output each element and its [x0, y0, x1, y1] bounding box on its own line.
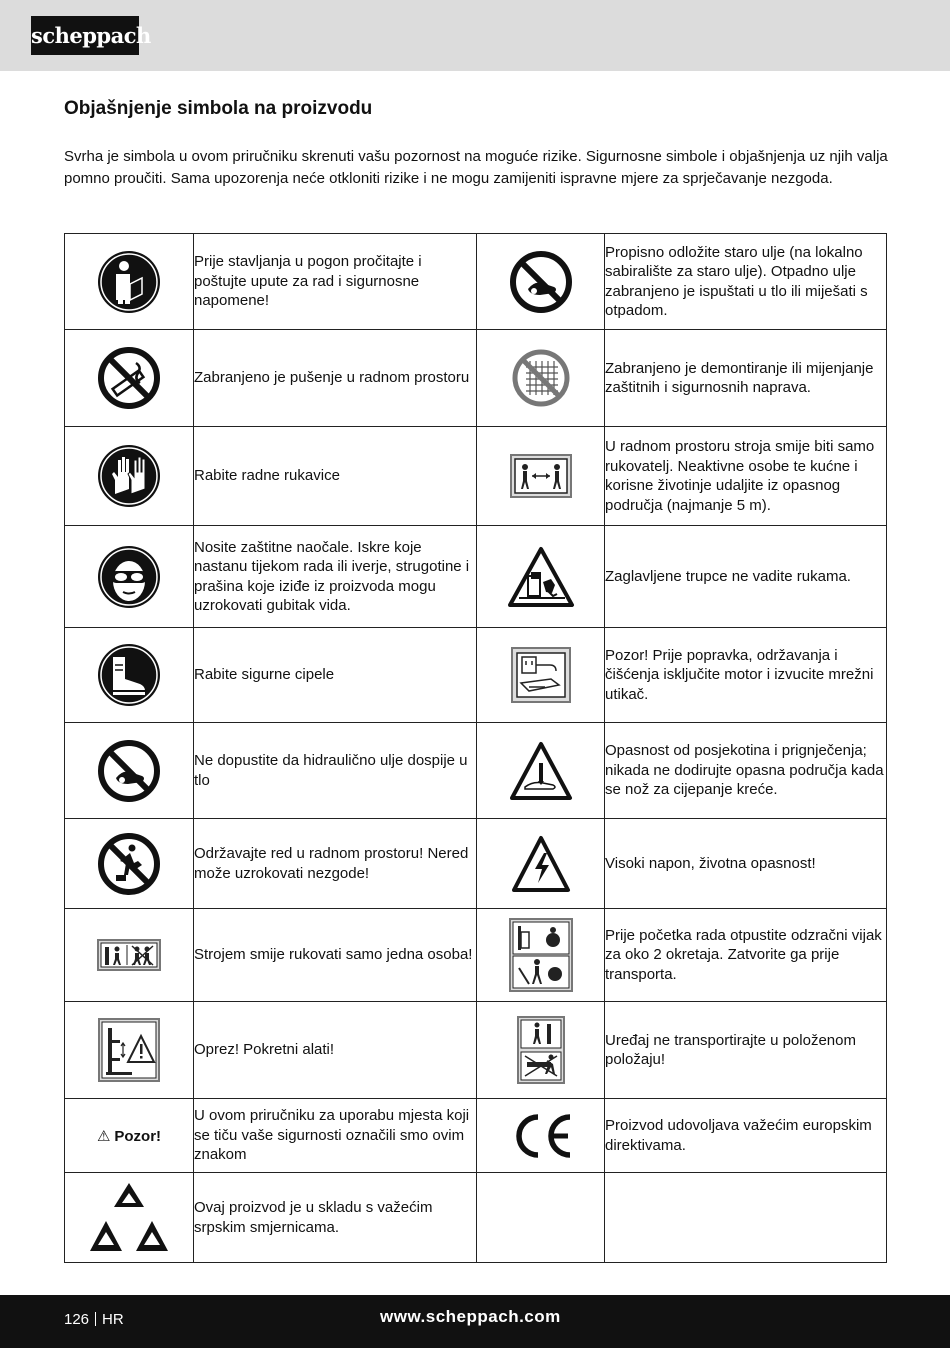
symbol-cell [477, 234, 605, 330]
table-row [65, 628, 887, 723]
symbol-cell [65, 909, 194, 1002]
symbol-description: Zabranjeno je pušenje u radnom prostoru [194, 330, 477, 427]
symbol-description: Uređaj ne transportirajte u položenom položaju! [605, 1002, 887, 1099]
keep-order-icon [96, 831, 162, 897]
safety-goggles-icon [97, 545, 161, 609]
symbol-description: Prije početka rada otpustite odzračni vijak za oko 2 okretaja. Zatvorite ga prije transporta. [605, 909, 887, 1002]
symbol-table [64, 233, 887, 1263]
symbol-description: U radnom prostoru stroja smije biti samo rukovatelj. Neaktivne osobe te kućne i korisne životinje udaljite iz opasnog područja (najmanje 5 m). [605, 427, 887, 526]
gloves-icon [97, 444, 161, 508]
symbol-description: Propisno odložite staro ulje (na lokalno sabiralište za staro ulje). Otpadno ulje zabranjeno je ispuštati u tlo ili miješati s otpadom. [605, 234, 887, 330]
table-row [65, 1173, 887, 1263]
symbol-cell [65, 1002, 194, 1099]
symbol-description: Ne dopustite da hidraulično ulje dospije u tlo [194, 723, 477, 819]
symbol-description: Ovaj proizvod je u skladu s važećim srpskim smjernicama. [194, 1173, 477, 1263]
table-row [65, 819, 887, 909]
symbol-description: Rabite sigurne cipele [194, 628, 477, 723]
table-row [65, 1002, 887, 1099]
ce-mark-icon [508, 1111, 574, 1161]
symbol-description: Rabite radne rukavice [194, 427, 477, 526]
unplug-before-service-icon [511, 647, 571, 703]
symbol-cell [65, 526, 194, 628]
symbol-cell [65, 819, 194, 909]
pozor-label: Pozor! [114, 1127, 162, 1145]
symbol-cell [65, 330, 194, 427]
symbol-cell [477, 1002, 605, 1099]
page-number: 126 [64, 1311, 90, 1328]
symbol-cell [477, 909, 605, 1002]
table-row [65, 1099, 887, 1173]
one-operator-icon [97, 939, 161, 971]
symbol-description: Strojem smije rukovati samo jedna osoba! [194, 909, 477, 1002]
no-guard-removal-icon [510, 347, 572, 409]
symbol-description: Opasnost od posjekotina i prignječenja; nikada ne dodirujte opasna područja kada se nož za cijepanje kreće. [605, 723, 887, 819]
table-row [65, 427, 887, 526]
read-manual-icon [97, 250, 161, 314]
symbol-description: Prije stavljanja u pogon pročitajte i poštujte upute za rad i sigurnosne napomene! [194, 234, 477, 330]
keep-distance-icon [510, 454, 572, 498]
symbol-cell [477, 427, 605, 526]
divider [95, 1312, 96, 1326]
high-voltage-icon [511, 835, 571, 893]
symbol-description: Održavajte red u radnom prostoru! Nered može uzrokovati nezgode! [194, 819, 477, 909]
footer-bar [0, 1295, 950, 1348]
symbol-description: U ovom priručniku za uporabu mjesta koji se tiču vaše sigurnosti označili smo ovim znakom [194, 1099, 477, 1173]
cutting-hazard-icon [509, 741, 573, 801]
jammed-log-warning-icon [507, 546, 575, 608]
symbol-cell [65, 723, 194, 819]
symbol-description: Pozor! Prije popravka, održavanja i čišćenja isključite motor i izvucite mrežni utikač. [605, 628, 887, 723]
safety-shoes-icon [97, 643, 161, 707]
symbol-cell [477, 723, 605, 819]
symbol-cell [477, 819, 605, 909]
symbol-description: Proizvod udovoljava važećim europskim direktivama. [605, 1099, 887, 1173]
moving-tools-icon [98, 1018, 160, 1082]
symbol-description: Oprez! Pokretni alati! [194, 1002, 477, 1099]
symbol-cell [477, 1099, 605, 1173]
no-oil-on-ground-icon [96, 738, 162, 804]
language-code: HR [102, 1311, 124, 1328]
symbol-cell [477, 526, 605, 628]
page-indicator [64, 1311, 124, 1328]
symbol-cell [65, 1173, 194, 1263]
website-url[interactable]: www.scheppach.com [380, 1307, 561, 1326]
symbol-cell [477, 628, 605, 723]
no-oil-disposal-icon [508, 249, 574, 315]
conformity-triangles-icon [88, 1181, 170, 1255]
table-row [65, 526, 887, 628]
symbol-cell [65, 628, 194, 723]
table-row [65, 234, 887, 330]
table-row [65, 330, 887, 427]
page-title: Objašnjenje simbola na proizvodu [64, 98, 373, 119]
symbol-description: Visoki napon, životna opasnost! [605, 819, 887, 909]
no-smoking-icon [96, 345, 162, 411]
symbol-description: Nosite zaštitne naočale. Iskre koje nastanu tijekom rada ili iverje, strugotine i prašina koje iziđe iz proizvoda mogu uzrokovati gubitak vida. [194, 526, 477, 628]
intro-paragraph: Svrha je simbola u ovom priručniku skrenuti vašu pozornost na moguće rizike. Sigurnosne simbole i objašnjenja uz njih valja pomno proučiti. Sama upozorenja neće otkloniti rizike i ne mogu zamijeniti ispravne mjere za sprječavanje nezgoda. [64, 148, 888, 187]
symbol-description: Zabranjeno je demontiranje ili mijenjanje zaštitnih i sigurnosnih naprava. [605, 330, 887, 427]
symbol-cell [477, 330, 605, 427]
warning-triangle-icon: ⚠ [96, 1127, 111, 1145]
bleed-screw-icon [509, 918, 573, 992]
empty-cell [477, 1173, 605, 1263]
table-row [65, 723, 887, 819]
symbol-cell [65, 427, 194, 526]
table-row [65, 909, 887, 1002]
no-lying-transport-icon [517, 1016, 565, 1084]
empty-cell [605, 1173, 887, 1263]
top-bar [0, 0, 950, 71]
pozor-label-cell [65, 1099, 194, 1173]
symbol-description: Zaglavljene trupce ne vadite rukama. [605, 526, 887, 628]
scheppach-logo: scheppach [31, 16, 139, 55]
symbol-cell [65, 234, 194, 330]
